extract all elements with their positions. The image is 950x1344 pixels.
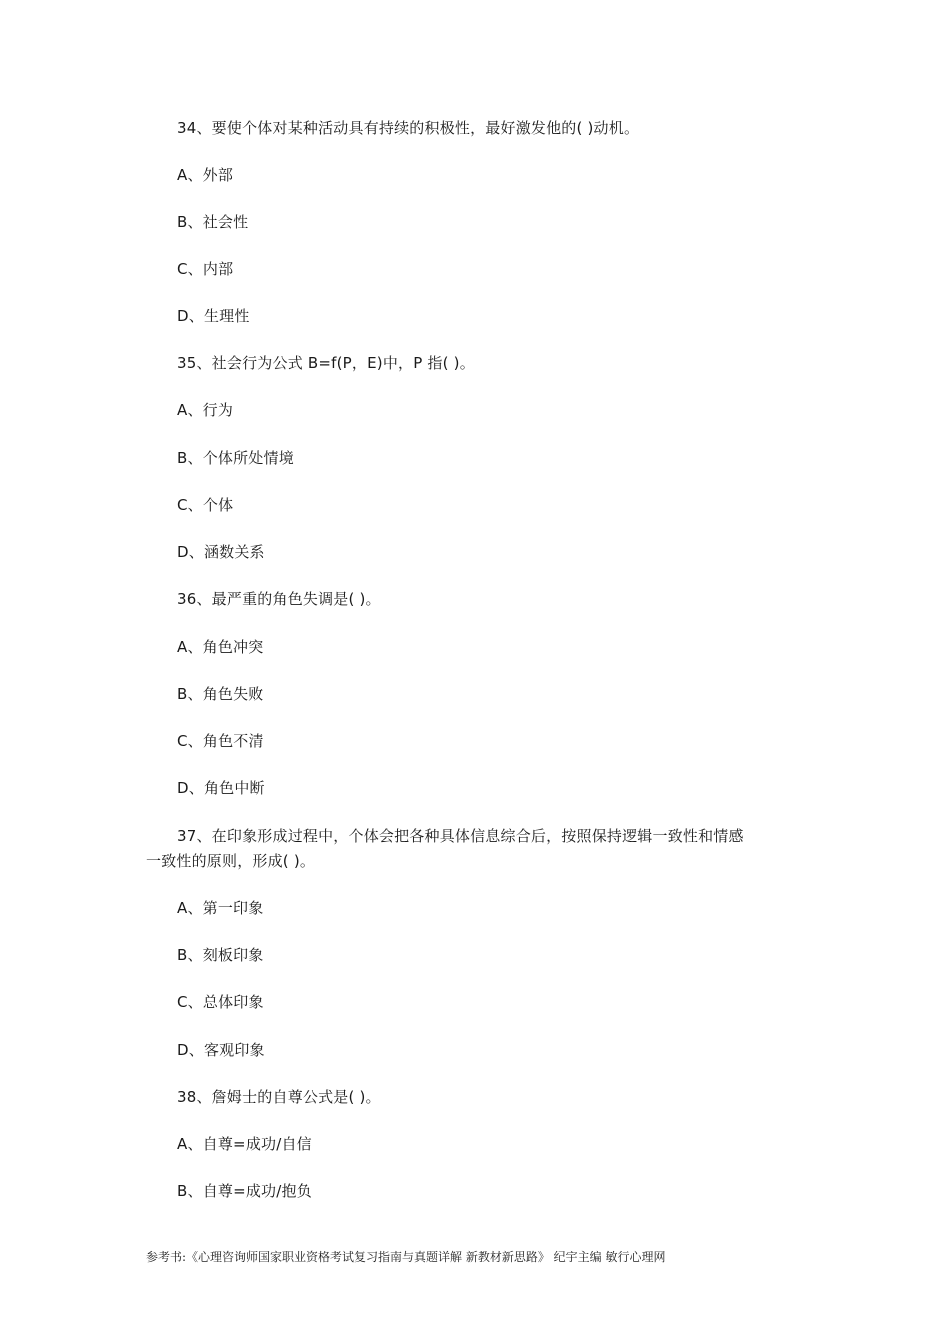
question-36-option-c: C、角色不清 [177,732,264,750]
question-36-option-b: B、角色失败 [177,685,264,703]
question-36-stem: 36、最严重的角色失调是( )。 [177,590,381,608]
question-34-option-b: B、社会性 [177,213,249,231]
question-34-stem: 34、要使个体对某种活动具有持续的积极性，最好激发他的( )动机。 [177,119,640,137]
question-37-option-c: C、总体印象 [177,993,264,1011]
question-35-option-c: C、个体 [177,496,234,514]
question-37-stem-line-1: 37、在印象形成过程中，个体会把各种具体信息综合后，按照保持逻辑一致性和情感 [177,827,744,845]
question-34-option-d: D、生理性 [177,307,250,325]
question-37-option-b: B、刻板印象 [177,946,264,964]
question-36-option-a: A、角色冲突 [177,638,264,656]
question-37-option-d: D、客观印象 [177,1041,265,1059]
question-36-option-d: D、角色中断 [177,779,265,797]
question-38-stem: 38、詹姆士的自尊公式是( )。 [177,1088,381,1106]
question-38-option-a: A、自尊=成功/自信 [177,1135,312,1153]
question-35-stem: 35、社会行为公式 B=f(P，E)中，P 指( )。 [177,354,475,372]
question-35-option-b: B、个体所处情境 [177,449,294,467]
question-34-option-c: C、内部 [177,260,234,278]
question-35-option-a: A、行为 [177,401,234,419]
question-34-option-a: A、外部 [177,166,234,184]
question-37-stem-line-2: 一致性的原则，形成( )。 [146,852,316,870]
page-footer-reference: 参考书:《心理咨询师国家职业资格考试复习指南与真题详解 新教材新思路》 纪宇主编 敏行心理网 [146,1250,666,1264]
question-35-option-d: D、涵数关系 [177,543,265,561]
question-38-option-b: B、自尊=成功/抱负 [177,1182,312,1200]
question-37-option-a: A、第一印象 [177,899,264,917]
